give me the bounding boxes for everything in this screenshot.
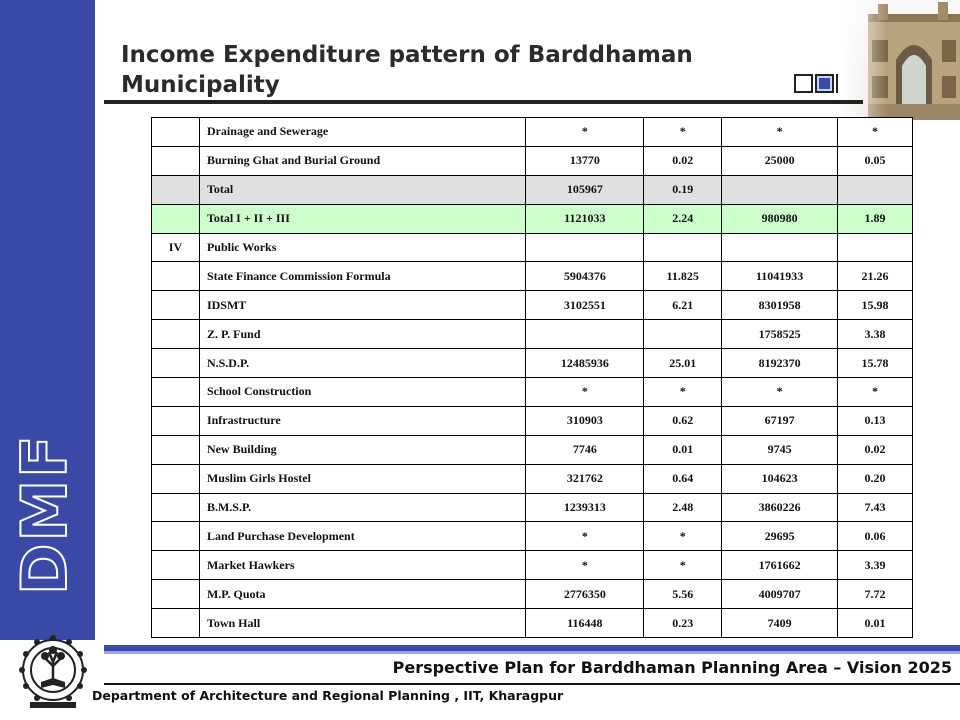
row-number-cell bbox=[152, 262, 200, 291]
value-cell bbox=[644, 320, 722, 349]
table-row bbox=[152, 378, 913, 407]
value-cell: 0.06 bbox=[838, 522, 913, 551]
value-cell: 2.24 bbox=[644, 204, 722, 233]
value-cell: 1.89 bbox=[838, 204, 913, 233]
value-cell: 11.825 bbox=[644, 262, 722, 291]
table-row bbox=[152, 464, 913, 493]
row-number-cell bbox=[152, 522, 200, 551]
value-cell: 116448 bbox=[526, 609, 644, 638]
value-cell: 105967 bbox=[526, 175, 644, 204]
value-cell: 3.39 bbox=[838, 551, 913, 580]
value-cell: 67197 bbox=[722, 406, 838, 435]
value-cell: * bbox=[722, 378, 838, 407]
row-number-cell bbox=[152, 435, 200, 464]
row-number-cell bbox=[152, 464, 200, 493]
value-cell: 321762 bbox=[526, 464, 644, 493]
value-cell bbox=[722, 233, 838, 262]
row-number-cell bbox=[152, 204, 200, 233]
item-cell: Burning Ghat and Burial Ground bbox=[199, 146, 525, 175]
table-row bbox=[152, 262, 913, 291]
value-cell: 0.62 bbox=[644, 406, 722, 435]
row-number-cell bbox=[152, 551, 200, 580]
table-row bbox=[152, 291, 913, 320]
value-cell: 3102551 bbox=[526, 291, 644, 320]
value-cell: * bbox=[722, 118, 838, 147]
dmf-watermark: DMF bbox=[8, 433, 81, 595]
value-cell: * bbox=[526, 378, 644, 407]
value-cell: 0.02 bbox=[644, 146, 722, 175]
value-cell: 25000 bbox=[722, 146, 838, 175]
item-cell: Muslim Girls Hostel bbox=[199, 464, 525, 493]
value-cell bbox=[526, 233, 644, 262]
item-cell: Total I + II + III bbox=[199, 204, 525, 233]
row-number-cell bbox=[152, 609, 200, 638]
value-cell: 0.01 bbox=[838, 609, 913, 638]
table-row bbox=[152, 146, 913, 175]
value-cell: * bbox=[526, 551, 644, 580]
table-row bbox=[152, 406, 913, 435]
value-cell: * bbox=[644, 522, 722, 551]
iit-kharagpur-logo bbox=[14, 630, 92, 712]
value-cell: * bbox=[526, 118, 644, 147]
item-cell: B.M.S.P. bbox=[199, 493, 525, 522]
item-cell: Town Hall bbox=[199, 609, 525, 638]
value-cell: 5.56 bbox=[644, 580, 722, 609]
item-cell: Total bbox=[199, 175, 525, 204]
value-cell: * bbox=[644, 378, 722, 407]
value-cell: 21.26 bbox=[838, 262, 913, 291]
value-cell: 7746 bbox=[526, 435, 644, 464]
table-row bbox=[152, 493, 913, 522]
value-cell: 8192370 bbox=[722, 349, 838, 378]
value-cell: 29695 bbox=[722, 522, 838, 551]
value-cell: 0.19 bbox=[644, 175, 722, 204]
row-number-cell bbox=[152, 406, 200, 435]
value-cell: 310903 bbox=[526, 406, 644, 435]
value-cell: 0.20 bbox=[838, 464, 913, 493]
income-expenditure-table bbox=[151, 117, 913, 638]
table-row bbox=[152, 349, 913, 378]
value-cell: 1239313 bbox=[526, 493, 644, 522]
table-row bbox=[152, 551, 913, 580]
value-cell: 980980 bbox=[722, 204, 838, 233]
item-cell: New Building bbox=[199, 435, 525, 464]
value-cell: 0.02 bbox=[838, 435, 913, 464]
item-cell: Drainage and Sewerage bbox=[199, 118, 525, 147]
row-number-cell bbox=[152, 493, 200, 522]
value-cell: 3.38 bbox=[838, 320, 913, 349]
value-cell: * bbox=[838, 378, 913, 407]
value-cell bbox=[722, 175, 838, 204]
row-number-cell bbox=[152, 146, 200, 175]
table-row bbox=[152, 609, 913, 638]
title-underline bbox=[104, 100, 863, 104]
value-cell: 0.13 bbox=[838, 406, 913, 435]
value-cell: 15.98 bbox=[838, 291, 913, 320]
item-cell: State Finance Commission Formula bbox=[199, 262, 525, 291]
value-cell: 25.01 bbox=[644, 349, 722, 378]
value-cell: * bbox=[644, 551, 722, 580]
value-cell bbox=[838, 175, 913, 204]
item-cell: IDSMT bbox=[199, 291, 525, 320]
value-cell: 8301958 bbox=[722, 291, 838, 320]
value-cell: 12485936 bbox=[526, 349, 644, 378]
item-cell: Public Works bbox=[199, 233, 525, 262]
item-cell: Market Hawkers bbox=[199, 551, 525, 580]
table-row bbox=[152, 320, 913, 349]
value-cell: 13770 bbox=[526, 146, 644, 175]
item-cell: Land Purchase Development bbox=[199, 522, 525, 551]
value-cell: * bbox=[526, 522, 644, 551]
value-cell: 3860226 bbox=[722, 493, 838, 522]
value-cell bbox=[644, 233, 722, 262]
footer-band-light bbox=[104, 651, 960, 654]
footer-divider bbox=[104, 683, 960, 685]
value-cell: 1758525 bbox=[722, 320, 838, 349]
table-row-section bbox=[152, 233, 913, 262]
department-label: Department of Architecture and Regional Planning , IIT, Kharagpur bbox=[92, 688, 564, 703]
item-cell: M.P. Quota bbox=[199, 580, 525, 609]
plan-title: Perspective Plan for Barddhaman Planning Area – Vision 2025 bbox=[392, 658, 952, 677]
table-row-grand-total bbox=[152, 204, 913, 233]
value-cell bbox=[838, 233, 913, 262]
value-cell: 104623 bbox=[722, 464, 838, 493]
value-cell: 15.78 bbox=[838, 349, 913, 378]
indicator-square-2 bbox=[815, 74, 834, 93]
value-cell: 2.48 bbox=[644, 493, 722, 522]
value-cell: 0.05 bbox=[838, 146, 913, 175]
value-cell: 0.23 bbox=[644, 609, 722, 638]
value-cell: * bbox=[644, 118, 722, 147]
table-row bbox=[152, 435, 913, 464]
value-cell: 0.64 bbox=[644, 464, 722, 493]
page-title: Income Expenditure pattern of Barddhaman Municipality bbox=[121, 42, 693, 98]
row-number-cell bbox=[152, 118, 200, 147]
item-cell: School Construction bbox=[199, 378, 525, 407]
row-number-cell bbox=[152, 378, 200, 407]
value-cell: 2776350 bbox=[526, 580, 644, 609]
value-cell: 7.43 bbox=[838, 493, 913, 522]
table-row bbox=[152, 580, 913, 609]
item-cell: Z. P. Fund bbox=[199, 320, 525, 349]
row-number-cell bbox=[152, 349, 200, 378]
value-cell: 6.21 bbox=[644, 291, 722, 320]
value-cell: 7.72 bbox=[838, 580, 913, 609]
row-number-cell bbox=[152, 291, 200, 320]
value-cell: 7409 bbox=[722, 609, 838, 638]
value-cell: 0.01 bbox=[644, 435, 722, 464]
item-cell: Infrastructure bbox=[199, 406, 525, 435]
value-cell bbox=[526, 320, 644, 349]
value-cell: * bbox=[838, 118, 913, 147]
item-cell: N.S.D.P. bbox=[199, 349, 525, 378]
row-number-cell bbox=[152, 320, 200, 349]
table-row-total bbox=[152, 175, 913, 204]
row-number-cell bbox=[152, 175, 200, 204]
value-cell: 5904376 bbox=[526, 262, 644, 291]
row-number-cell bbox=[152, 580, 200, 609]
value-cell: 1761662 bbox=[722, 551, 838, 580]
indicator-square-1 bbox=[794, 74, 813, 93]
value-cell: 1121033 bbox=[526, 204, 644, 233]
table-row bbox=[152, 118, 913, 147]
row-number-cell: IV bbox=[152, 233, 200, 262]
table-row bbox=[152, 522, 913, 551]
value-cell: 11041933 bbox=[722, 262, 838, 291]
value-cell: 9745 bbox=[722, 435, 838, 464]
value-cell: 4009707 bbox=[722, 580, 838, 609]
